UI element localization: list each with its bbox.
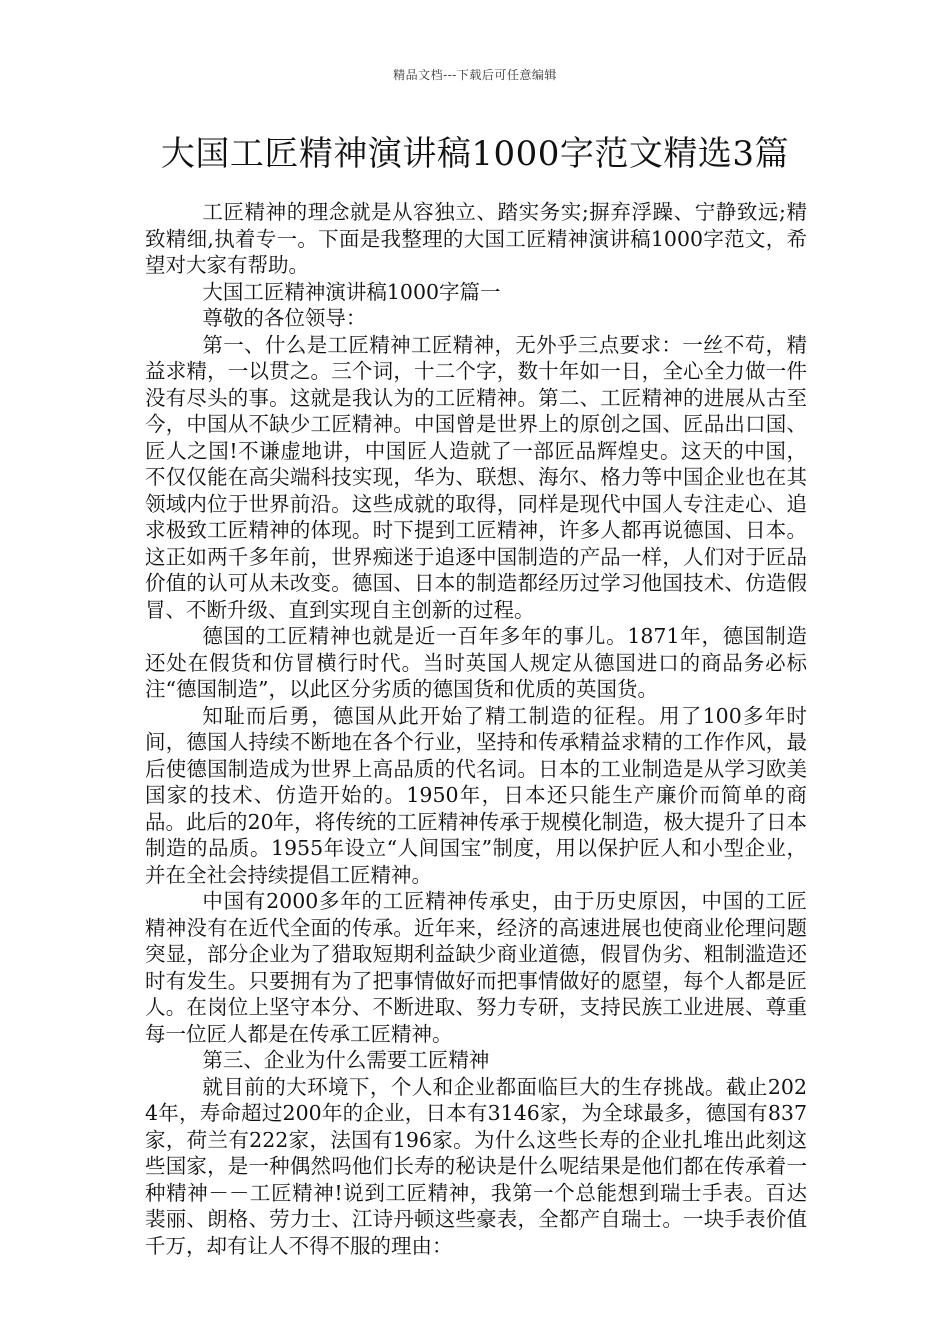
body-paragraph: 德国的工匠精神也就是近一百年多年的事儿。1871年，德国制造还处在假货和仿冒横行时代。当时英国人规定从德国进口的商品务必标注“德国制造”，以此区分劣质的德国货和优质的英国货。 (145, 624, 807, 701)
salutation: 尊敬的各位领导： (202, 306, 367, 330)
intro-paragraph: 工匠精神的理念就是从容独立、踏实务实;摒弃浮躁、宁静致远;精致精细,执着专一。下面是我整理的大国工匠精神演讲稿1000字范文，希望对大家有帮助。 (145, 200, 807, 277)
document-title: 大国工匠精神演讲稿1000字范文精选3篇 (160, 134, 790, 174)
section-heading: 第三、企业为什么需要工匠精神 (202, 1048, 490, 1072)
body-paragraph: 第一、什么是工匠精神工匠精神，无外乎三点要求：一丝不苟，精益求精，一以贯之。三个词，十二个字，数十年如一日，全心全力做一件没有尽头的事。这就是我认为的工匠精神。第二、工匠精神的进展从古至今，中国从不缺少工匠精神。中国曾是世界上的原创之国、匠品出口国、匠人之国!不谦虚地讲，中国匠人造就了一部匠品辉煌史。这天的中国，不仅仅能在高尖端科技实现，华为、联想、海尔、格力等中国企业也在其领域内位于世界前沿。这些成就的取得，同样是现代中国人专注走心、追求极致工匠精神的体现。时下提到工匠精神，许多人都再说德国、日本。这正如两千多年前，世界痴迷于追逐中国制造的产品一样，人们对于匠品价值的认可从未改变。德国、日本的制造都经历过学习他国技术、仿造假冒、不断升级、直到实现自主创新的过程。 (145, 332, 807, 622)
header-watermark: 精品文档---下载后可任意编辑 (393, 68, 557, 82)
body-paragraph: 知耻而后勇，德国从此开始了精工制造的征程。用了100多年时间，德国人持续不断地在各个行业，坚持和传承精益求精的工作作风，最后使德国制造成为世界上高品质的代名词。日本的工业制造是从学习欧美国家的技术、仿造开始的。1950年，日本还只能生产廉价而简单的商品。此后的20年，将传统的工匠精神传承于规模化制造，极大提升了日本制造的品质。1955年设立“人间国宝”制度，用以保护匠人和小型企业，并在全社会持续提倡工匠精神。 (145, 703, 807, 887)
body-paragraph: 中国有2000多年的工匠精神传承史，由于历史原因，中国的工匠精神没有在近代全面的传承。近年来，经济的高速进展也使商业伦理问题突显，部分企业为了猎取短期利益缺少商业道德，假冒伪劣、粗制滥造还时有发生。只要拥有为了把事情做好而把事情做好的愿望，每个人都是匠人。在岗位上坚守本分、不断进取、努力专研，支持民族工业进展、尊重每一位匠人都是在传承工匠精神。 (145, 889, 807, 1046)
section-heading: 大国工匠精神演讲稿1000字篇一 (202, 279, 501, 304)
body-paragraph: 就目前的大环境下，个人和企业都面临巨大的生存挑战。截止2024年，寿命超过200年的企业，日本有3146家，为全球最多，德国有837家，荷兰有222家，法国有196家。为什么这些长寿的企业扎堆出此刻这些国家，是一种偶然吗他们长寿的秘诀是什么呢结果是他们都在传承着一种精神－－工匠精神!说到工匠精神，我第一个总能想到瑞士手表。百达裴丽、朗格、劳力士、江诗丹顿这些豪表，全都产自瑞士。一块手表价值千万，却有让人不得不服的理由： (145, 1074, 807, 1258)
document-body (145, 199, 807, 1259)
